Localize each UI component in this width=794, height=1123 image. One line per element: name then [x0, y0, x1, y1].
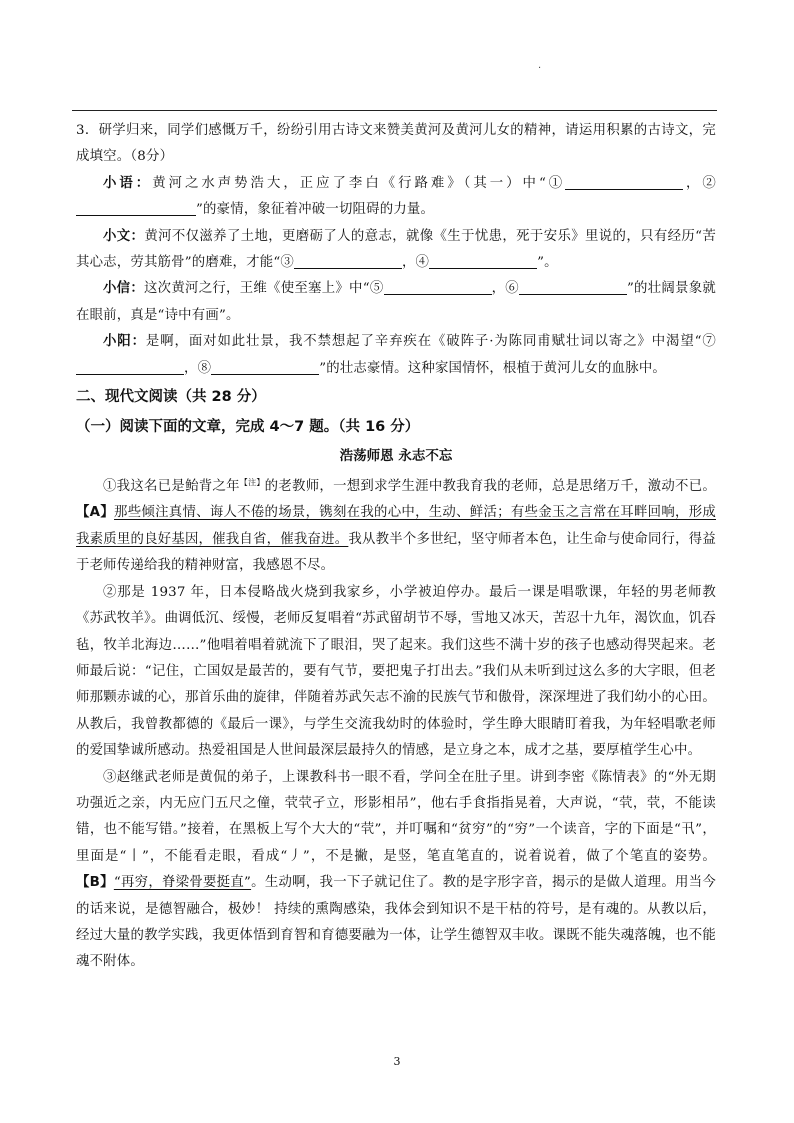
blank-1[interactable] — [565, 174, 683, 190]
section-2-heading: 二、现代文阅读（共 28 分） — [76, 389, 266, 406]
blank-3[interactable] — [294, 253, 402, 269]
xiaowen-line — [76, 224, 716, 277]
marker-a: 【A】 — [76, 505, 115, 521]
speaker-xiaoyang: 小阳： — [103, 334, 146, 350]
xiaoxin-line — [76, 276, 716, 329]
marker-b: 【B】 — [76, 875, 114, 891]
xiaoyu-text-3: ”的豪情，象征着冲破一切阻碍的力量。 — [196, 202, 435, 218]
blank-5[interactable] — [384, 279, 492, 295]
xiaowen-text-3: ”。 — [537, 255, 558, 271]
xiaoxin-text-2: ，⑥ — [491, 281, 519, 297]
p3-text-a: ③赵继武老师是黄侃的弟子，上课教科书一眼不看，学问全在肚子里。讲到李密《陈情表》的“外无期功强近之亲，内无应门五尺之僮，茕茕孑立，形影相吊”，他右手食指指晃着，大声说，“茕，茕，不能读错，也不能写错。”接着，在黑板上写个大大的“茕”，并叮嘱和“贫穷”的“穷”一个读音，字的下面是“卂”，里面是“丨”，不能看走眼，看成“丿”，不是撇，是竖，笔直笔直的，说着说着，做了个笔直的姿势。 — [76, 769, 716, 864]
underlined-sentence-b: “再穷，脊梁骨要挺直” — [113, 875, 252, 891]
xiaowen-text-2: ，④ — [401, 255, 430, 271]
speaker-xiaowen: 小文： — [103, 228, 145, 244]
xiaoyu-text-1: 黄河之水声势浩大，正应了李白《行路难》（其一）中“① — [152, 175, 566, 191]
xiaoyu-line — [76, 171, 716, 224]
p1-text-b: 的老教师，一想到求学生涯中教我育我的老师，总是思绪万千，激动不已。 — [264, 479, 716, 495]
page-number: 3 — [393, 1055, 401, 1068]
xiaoxin-text-3: ”的壮阔景象就在眼前，真是“诗中有画”。 — [76, 281, 716, 323]
xiaoyang-text-1: 是啊，面对如此壮景，我不禁想起了辛弃疾在《破阵子·为陈同甫赋壮词以寄之》中渴望“⑦ — [145, 334, 716, 350]
blank-7[interactable] — [76, 359, 184, 375]
part-1-heading: （一）阅读下面的文章，完成 4～7 题。（共 16 分） — [76, 419, 420, 436]
blank-4[interactable] — [429, 253, 537, 269]
blank-2[interactable] — [76, 200, 182, 216]
blank-2-continued[interactable] — [182, 200, 196, 216]
blank-8[interactable] — [211, 359, 319, 375]
header-rule — [72, 110, 717, 111]
xiaoyang-text-2: ，⑧ — [184, 360, 212, 376]
page-content — [76, 118, 716, 976]
article-paragraph-3 — [76, 765, 716, 976]
speaker-xiaoxin: 小信： — [103, 281, 145, 297]
question-3-intro: 3．研学归来，同学们感慨万千，纷纷引用古诗文来赞美黄河及黄河儿女的精神，请运用积累的古诗文，完成填空。（8分） — [76, 123, 716, 165]
article-paragraph-2: ②那是 1937 年，日本侵略战火烧到我家乡，小学被迫停办。最后一课是唱歌课，年轻的男老师教《苏武牧羊》。曲调低沉、绥慢，老师反复唱着“苏武留胡节不辱，雪地又冰天，苦忍十九年，渴饮血，饥吞毡，牧羊北海边……”他唱着唱着就流下了眼泪，哭了起来。我们这些不满十岁的孩子也感动得哭起来。老师最后说：“记住，亡国奴是最苦的，要有气节，要把鬼子打出去。”我们从未听到过这么多的大字眼，但老师那颗赤诚的心，那首乐曲的旋律，伴随着苏武矢志不渝的民族气节和傲骨，深深埋进了我们幼小的心田。从教后，我曾教都德的《最后一课》，与学生交流我幼时的体验时，学生睁大眼睛盯着我，为年轻唱歌老师的爱国挚诚所感动。热爱祖国是人世间最深层最持久的情感，是立身之本，成才之基，要厚植学生心中。 — [76, 584, 716, 759]
xiaoyang-line — [76, 329, 716, 382]
article-paragraph-1 — [76, 470, 716, 580]
article-title: 浩荡师恩 永志不忘 — [339, 448, 453, 465]
header-mark: . — [538, 60, 542, 71]
p1-text-c: 我从教半个多世纪，坚守师者本色，让生命与使命同行，得益于老师传递给我的精神财富，我感恩不尽。 — [76, 531, 717, 574]
speaker-xiaoyu: 小语： — [103, 175, 153, 191]
xiaoyu-text-2: ，② — [683, 175, 716, 191]
xiaowen-text-1: 黄河不仅滋养了土地，更磨砺了人的意志，就像《生于忧患，死于安乐》里说的，只有经历“苦其心志，劳其筋骨”的磨难，才能“③ — [76, 228, 716, 271]
p1-text-a: ①我这名已是鲐背之年 — [103, 479, 240, 495]
xiaoyang-text-3: ”的壮志豪情。这种家国情怀，根植于黄河儿女的血脉中。 — [319, 360, 666, 376]
underlined-sentence-a: 那些倾注真情、诲人不倦的场景，镌刻在我的心中，生动、鲜活；有些金玉之言常在耳畔回响，形成我素质里的良好基因，催我自省，催我奋进。 — [76, 505, 717, 547]
xiaoxin-text-1: 这次黄河之行，王维《使至塞上》中“⑤ — [144, 281, 384, 297]
p3-text-b: 。生动啊，我一下子就记住了。教的是字形字音，揭示的是做人道理。用当今的话来说，是德智融合，极妙！ 持续的熏陶感染，我体会到知识不是干枯的符号，是有魂的。从教以后，经过大量的教学实践，我更体悟到育智和育德要融为一体，让学生德智双丰收。课既不能失魂落魄，也不能魂不附体。 — [76, 875, 716, 970]
note-marker: 【注】 — [239, 478, 265, 488]
blank-6[interactable] — [519, 279, 627, 295]
